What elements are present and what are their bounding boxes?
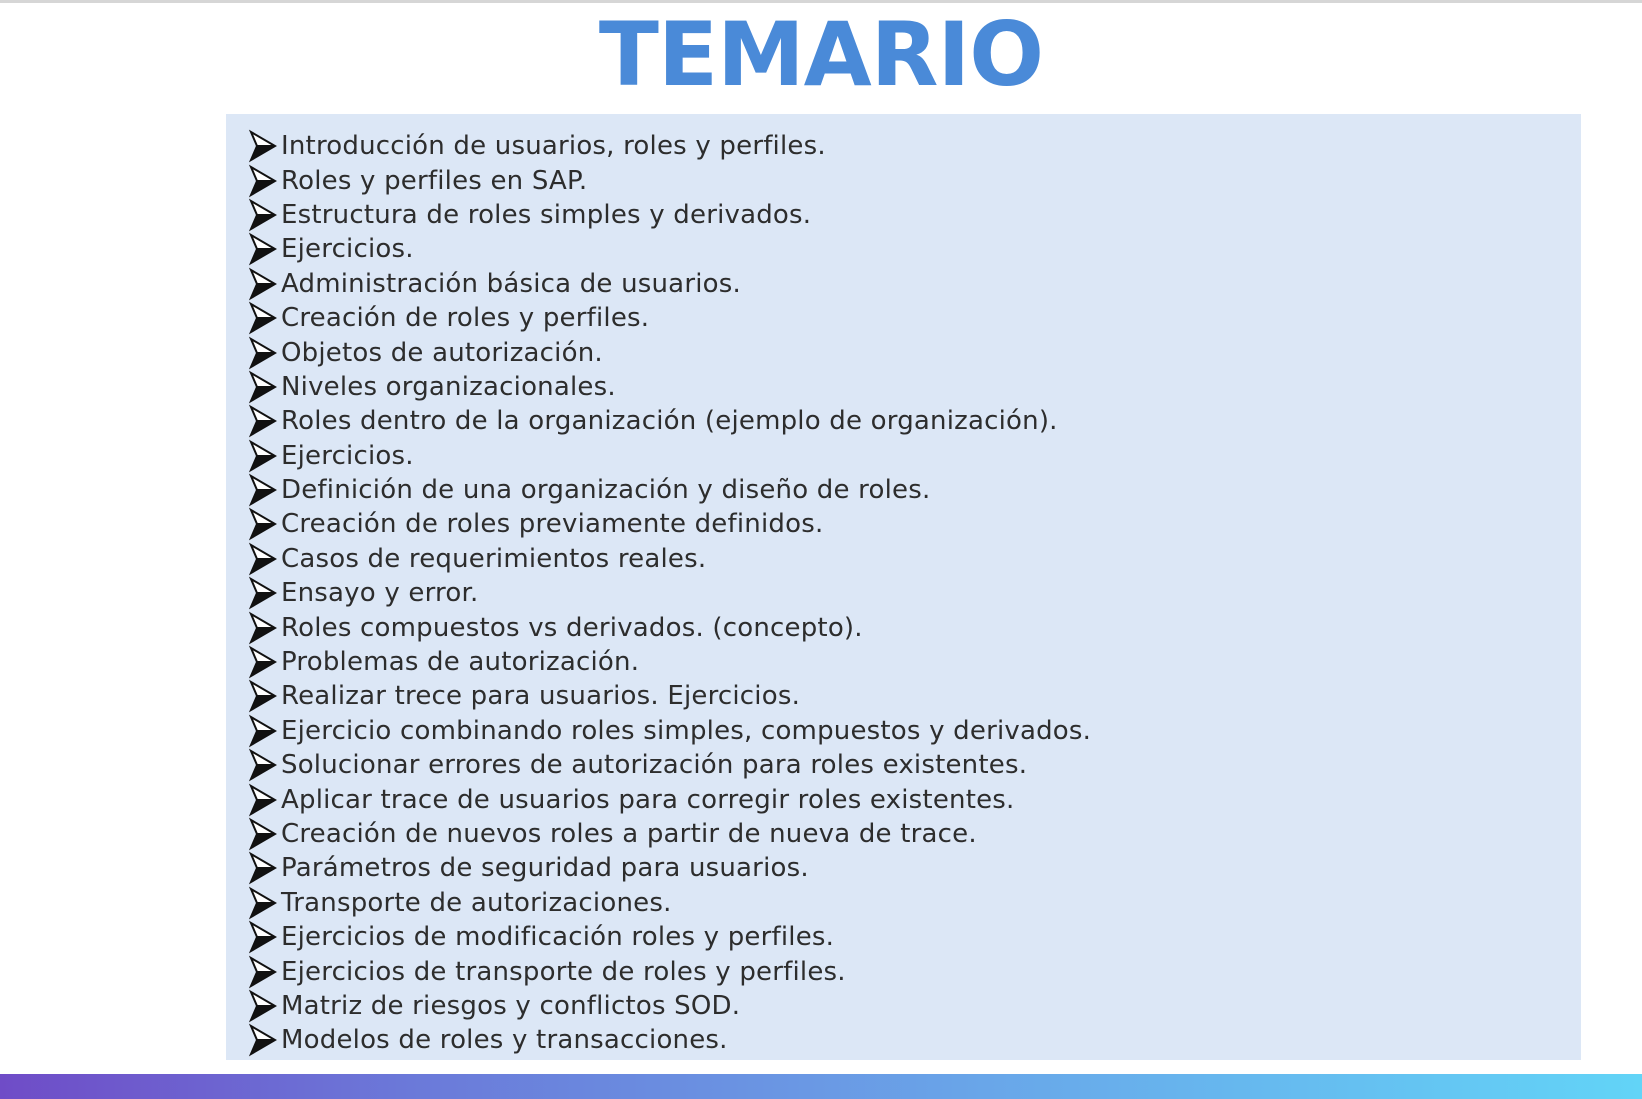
list-item	[248, 542, 1568, 576]
list-item	[248, 439, 1568, 473]
list-item	[248, 301, 1568, 335]
arrow-bullet-icon	[248, 576, 280, 610]
list-item	[248, 989, 1568, 1023]
list-item	[248, 1023, 1568, 1057]
list-item-label: Administración básica de usuarios.	[281, 268, 741, 299]
arrow-bullet-icon	[248, 129, 280, 163]
list-item	[248, 817, 1568, 851]
arrow-bullet-icon	[248, 507, 280, 541]
arrow-bullet-icon	[248, 1023, 280, 1057]
list-item	[248, 198, 1568, 232]
list-item-label: Creación de nuevos roles a partir de nueva de trace.	[281, 819, 977, 849]
arrow-bullet-icon	[248, 679, 280, 713]
list-item-label: Transporte de autorizaciones.	[281, 887, 672, 918]
list-item-label: Realizar trece para usuarios. Ejercicios.	[281, 681, 801, 712]
list-item-label: Definición de una organización y diseño de roles.	[281, 475, 931, 506]
list-item	[248, 232, 1568, 266]
arrow-bullet-icon	[248, 611, 280, 645]
list-item	[248, 886, 1568, 920]
arrow-bullet-icon	[248, 542, 280, 576]
list-item	[248, 610, 1568, 644]
list-item	[248, 404, 1568, 438]
list-item-label: Roles y perfiles en SAP.	[281, 165, 588, 196]
arrow-bullet-icon	[248, 886, 280, 920]
list-item-label: Solucionar errores de autorización para roles existentes.	[281, 750, 1028, 781]
arrow-bullet-icon	[248, 370, 280, 404]
list-item-label: Casos de requerimientos reales.	[281, 543, 707, 574]
arrow-bullet-icon	[248, 920, 280, 954]
list-item-label: Creación de roles y perfiles.	[281, 303, 650, 334]
list-item-label: Aplicar trace de usuarios para corregir roles existentes.	[281, 784, 1015, 815]
bottom-gradient-bar	[0, 1074, 1642, 1099]
list-item	[248, 163, 1568, 197]
list-item-label: Roles compuestos vs derivados. (concepto).	[281, 612, 863, 643]
arrow-bullet-icon	[248, 645, 280, 679]
list-item-label: Ejercicio combinando roles simples, compuestos y derivados.	[281, 715, 1092, 746]
list-item-label: Ensayo y error.	[281, 578, 479, 609]
topics-panel	[226, 114, 1581, 1060]
arrow-bullet-icon	[248, 198, 280, 232]
arrow-bullet-icon	[248, 748, 280, 782]
list-item	[248, 954, 1568, 988]
arrow-bullet-icon	[248, 473, 280, 507]
list-item-label: Matriz de riesgos y conflictos SOD.	[281, 990, 741, 1021]
list-item	[248, 851, 1568, 885]
list-item	[248, 335, 1568, 369]
list-item-label: Ejercicios.	[281, 440, 414, 471]
arrow-bullet-icon	[248, 851, 280, 885]
arrow-bullet-icon	[248, 989, 280, 1023]
list-item	[248, 473, 1568, 507]
list-item-label: Roles dentro de la organización (ejemplo de organización).	[281, 406, 1058, 437]
list-item-label: Introducción de usuarios, roles y perfiles.	[281, 131, 826, 162]
list-item	[248, 714, 1568, 748]
list-item-label: Parámetros de seguridad para usuarios.	[281, 853, 809, 884]
arrow-bullet-icon	[248, 404, 280, 438]
page-title: TEMARIO	[598, 3, 1044, 106]
list-item	[248, 645, 1568, 679]
list-item	[248, 679, 1568, 713]
list-item-label: Creación de roles previamente definidos.	[281, 509, 824, 540]
topic-list	[248, 129, 1568, 1058]
list-item	[248, 507, 1568, 541]
list-item-label: Ejercicios de modificación roles y perfiles.	[281, 922, 835, 953]
arrow-bullet-icon	[248, 301, 280, 335]
arrow-bullet-icon	[248, 817, 280, 851]
arrow-bullet-icon	[248, 439, 280, 473]
list-item	[248, 920, 1568, 954]
arrow-bullet-icon	[248, 267, 280, 301]
list-item-label: Problemas de autorización.	[281, 647, 640, 678]
list-item-label: Modelos de roles y transacciones.	[281, 1025, 728, 1056]
list-item-label: Estructura de roles simples y derivados.	[281, 199, 812, 230]
list-item	[248, 748, 1568, 782]
list-item-label: Ejercicios.	[281, 234, 414, 265]
list-item-label: Objetos de autorización.	[281, 337, 603, 368]
list-item-label: Niveles organizacionales.	[281, 371, 616, 402]
list-item	[248, 782, 1568, 816]
arrow-bullet-icon	[248, 955, 280, 989]
list-item	[248, 576, 1568, 610]
arrow-bullet-icon	[248, 232, 280, 266]
list-item-label: Ejercicios de transporte de roles y perfiles.	[281, 956, 846, 987]
list-item	[248, 267, 1568, 301]
arrow-bullet-icon	[248, 783, 280, 817]
list-item	[248, 370, 1568, 404]
arrow-bullet-icon	[248, 164, 280, 198]
arrow-bullet-icon	[248, 336, 280, 370]
list-item	[248, 129, 1568, 163]
arrow-bullet-icon	[248, 714, 280, 748]
